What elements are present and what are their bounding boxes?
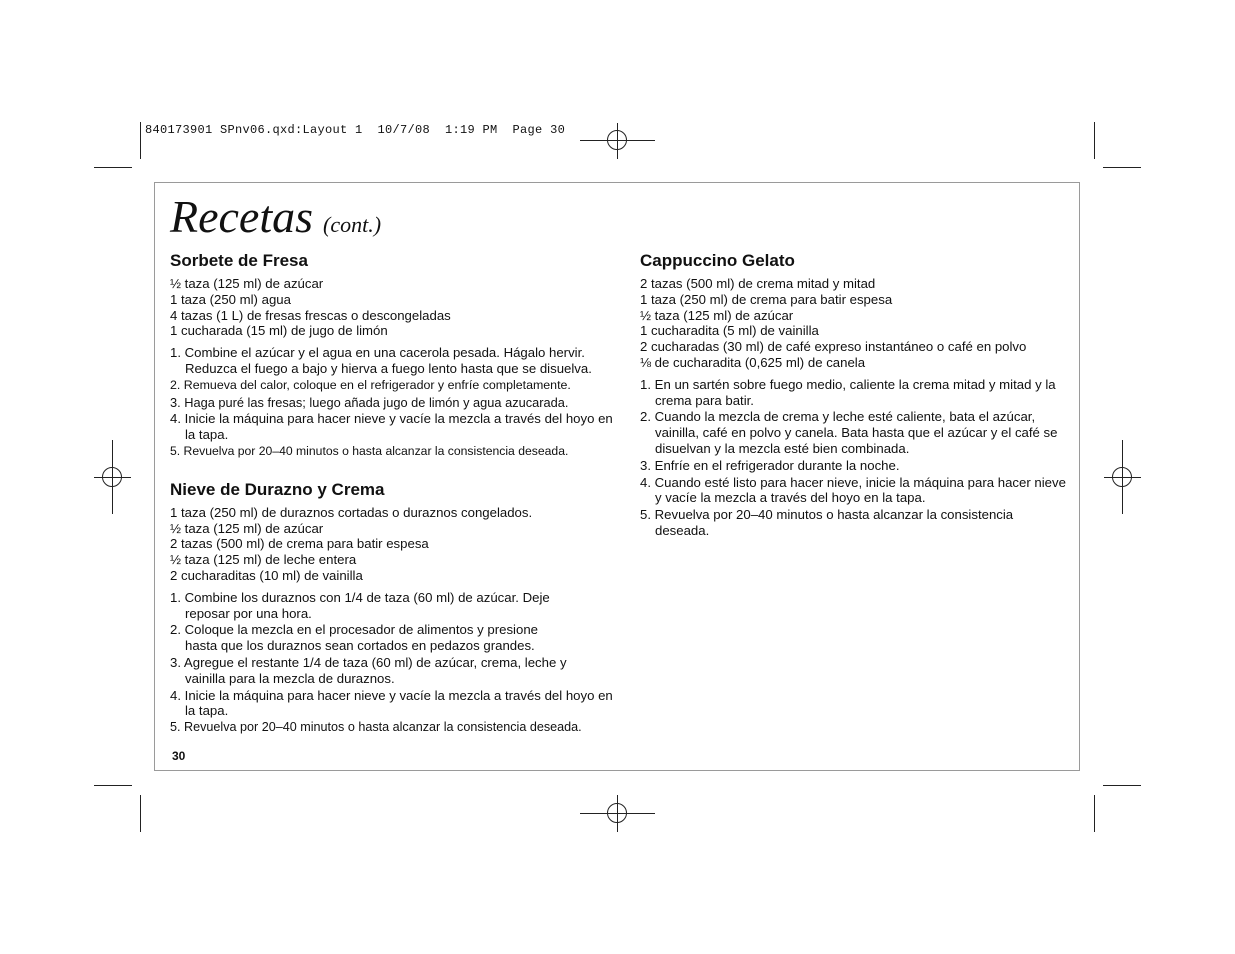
print-slug: 840173901 SPnv06.qxd:Layout 1 10/7/08 1:19 PM Page 30 xyxy=(145,123,566,137)
ingredient: 1 taza (250 ml) de duraznos cortadas o duraznos congelados. xyxy=(170,504,533,520)
step: 4. Cuando esté listo para hacer nieve, inicie la máquina para hacer nieve y vacíe la mezcla a través del hoyo en la tapa. xyxy=(640,474,1066,506)
crop-mark xyxy=(140,795,141,832)
ingredient: ⅛ de cucharadita (0,625 ml) de canela xyxy=(640,354,866,370)
recipe-cappuccino-gelato xyxy=(640,251,1070,539)
ingredient-list xyxy=(170,505,620,584)
right-column xyxy=(640,251,1070,559)
ingredient: 1 taza (250 ml) agua xyxy=(170,291,291,307)
step-list xyxy=(170,590,620,736)
step: 4. Inicie la máquina para hacer nieve y vacíe la mezcla a través del hoyo en la tapa. xyxy=(170,687,613,719)
ingredient: 1 cucharada (15 ml) de jugo de limón xyxy=(170,323,388,339)
ingredient: 2 cucharaditas (10 ml) de vainilla xyxy=(170,567,363,583)
step: 1. Combine el azúcar y el agua en una cacerola pesada. Hágalo hervir. Reduzca el fuego a bajo y hierva a fuego lento hasta que se disuelva. xyxy=(170,345,592,376)
step: 1. Combine los duraznos con 1/4 de taza (60 ml) de azúcar. Deje reposar por una hora. xyxy=(170,589,550,621)
step: 2. Coloque la mezcla en el procesador de alimentos y presione hasta que los duraznos sean cortados en pedazos grandes. xyxy=(170,622,538,654)
crop-mark xyxy=(1103,785,1141,786)
ingredient: 4 tazas (1 L) de fresas frescas o descongeladas xyxy=(170,307,451,323)
recipe-title: Cappuccino Gelato xyxy=(640,251,795,270)
ingredient: 2 tazas (500 ml) de crema para batir espesa xyxy=(170,536,429,552)
ingredient: ½ taza (125 ml) de leche entera xyxy=(170,552,357,568)
ingredient: ½ taza (125 ml) de azúcar xyxy=(170,276,324,291)
ingredient: ½ taza (125 ml) de azúcar xyxy=(170,520,324,536)
crop-mark xyxy=(94,785,132,786)
step: 3. Enfríe en el refrigerador durante la noche. xyxy=(640,457,900,473)
recipe-title: Nieve de Durazno y Crema xyxy=(170,479,385,499)
crop-mark xyxy=(1094,795,1095,832)
step: 5. Revuelva por 20–40 minutos o hasta alcanzar la consistencia deseada. xyxy=(640,507,1014,538)
page-title xyxy=(170,190,381,243)
step: 5. Revuelva por 20–40 minutos o hasta alcanzar la consistencia deseada. xyxy=(170,720,582,735)
step: 3. Agregue el restante 1/4 de taza (60 ml) de azúcar, crema, leche y vainilla para la mezcla de duraznos. xyxy=(170,654,567,686)
step: 2. Cuando la mezcla de crema y leche esté caliente, bata el azúcar, vainilla, café en polvo y canela. Bata hasta que el azúcar y el café se disuelvan y la mezcla esté bien combinada. xyxy=(640,409,1058,456)
ingredient: 2 cucharadas (30 ml) de café expreso instantáneo o café en polvo xyxy=(640,339,1027,355)
crop-mark xyxy=(94,167,132,168)
title-main: Recetas xyxy=(170,191,314,242)
step: 3. Haga puré las fresas; luego añada jugo de limón y agua azucarada. xyxy=(170,394,569,410)
recipe-nieve-de-durazno xyxy=(170,480,620,736)
ingredient: ½ taza (125 ml) de azúcar xyxy=(640,307,794,323)
recipe-title: Sorbete de Fresa xyxy=(170,251,308,270)
crop-mark xyxy=(1094,122,1095,159)
ingredient: 1 taza (250 ml) de crema para batir espesa xyxy=(640,291,893,307)
step-list xyxy=(170,345,620,460)
step: 4. Inicie la máquina para hacer nieve y vacíe la mezcla a través del hoyo en la tapa. xyxy=(170,411,613,443)
ingredient-list xyxy=(170,276,620,339)
ingredient: 2 tazas (500 ml) de crema mitad y mitad xyxy=(640,276,876,291)
left-column xyxy=(170,251,620,756)
title-cont: (cont.) xyxy=(323,212,382,237)
ingredient: 1 cucharadita (5 ml) de vainilla xyxy=(640,323,819,339)
step: 1. En un sartén sobre fuego medio, caliente la crema mitad y mitad y la crema para batir. xyxy=(640,376,1056,408)
page-number: 30 xyxy=(172,749,186,763)
ingredient-list xyxy=(640,276,1070,371)
crop-mark xyxy=(140,122,141,159)
recipe-sorbete-de-fresa xyxy=(170,251,620,460)
step: 2. Remueva del calor, coloque en el refrigerador y enfríe completamente. xyxy=(170,377,571,392)
step: 5. Revuelva por 20–40 minutos o hasta alcanzar la consistencia deseada. xyxy=(170,443,569,458)
step-list xyxy=(640,377,1070,539)
crop-mark xyxy=(1103,167,1141,168)
